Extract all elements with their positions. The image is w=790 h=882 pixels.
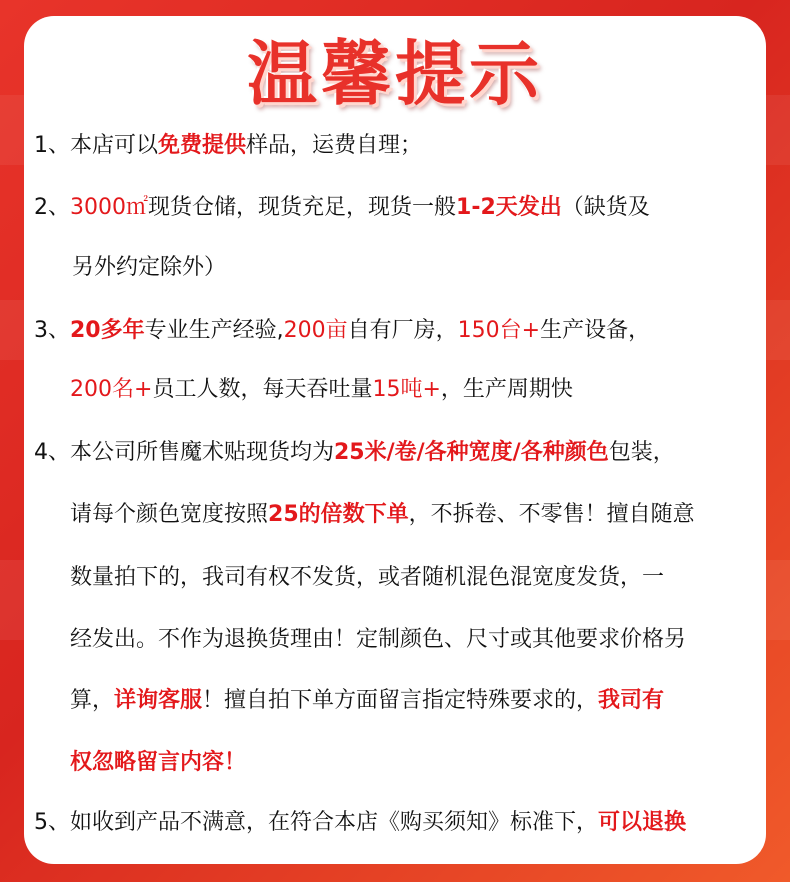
notice-highlight-text: 3000㎡: [70, 195, 148, 220]
notice-highlight-text: 权忽略留言内容！: [70, 750, 247, 775]
notice-text: 生产设备，: [540, 318, 651, 343]
notice-text: 3、: [34, 318, 70, 343]
notice-text: 专业生产经验,: [144, 318, 284, 343]
notice-line: [0, 558, 790, 598]
notice-text: 请每个颜色宽度按照: [70, 502, 269, 527]
notice-line: [0, 188, 790, 228]
notice-text: 员工人数，每天吞吐量: [152, 377, 373, 402]
notice-highlight-text: 我司有: [598, 688, 665, 713]
notice-highlight-text: 200名+: [70, 377, 153, 402]
notice-highlight-text: 200亩: [283, 318, 348, 343]
notice-line: [0, 126, 790, 166]
notice-highlight-text: 1-2天发出: [456, 195, 562, 220]
notice-line: [0, 803, 790, 843]
notice-highlight-text: 20多年: [70, 318, 145, 343]
notice-highlight-text: 150台+: [457, 318, 541, 343]
notice-text: 现货仓储，现货充足，现货一般: [148, 195, 457, 220]
notice-line: [0, 743, 790, 783]
notice-line: [0, 311, 790, 351]
notice-text: 算，: [70, 688, 115, 713]
notice-text: ！擅自拍下单方面留言指定特殊要求的，: [202, 688, 599, 713]
notice-text: 4、本公司所售魔术贴现货均为: [34, 440, 334, 465]
notice-text: 自有厂房，: [347, 318, 458, 343]
notice-highlight-text: 详询客服: [114, 688, 203, 713]
notice-line: [0, 495, 790, 535]
notice-text: 1、本店可以: [34, 133, 158, 158]
notice-text: ，不拆卷、不零售！擅自随意: [408, 502, 695, 527]
notice-highlight-text: 15吨+: [372, 377, 441, 402]
notice-line: [0, 620, 790, 660]
notice-highlight-text: 25米/卷/各种宽度/各种颜色: [334, 440, 609, 465]
notice-text: （缺货及: [561, 195, 650, 220]
notice-text: ，生产周期快: [440, 377, 573, 402]
notice-highlight-text: 25的倍数下单: [268, 502, 409, 527]
notice-text: 经发出。不作为退换货理由！定制颜色、尺寸或其他要求价格另: [70, 627, 687, 652]
notice-line: [0, 370, 790, 410]
notice-text: 包装，: [608, 440, 675, 465]
notice-text: 2、: [34, 195, 70, 220]
notice-line: [0, 433, 790, 473]
notice-line: [0, 681, 790, 721]
notice-text: 样品，运费自理；: [246, 133, 423, 158]
notice-text: 数量拍下的，我司有权不发货，或者随机混色混宽度发货，一: [70, 565, 665, 590]
notice-title: 温馨提示: [247, 33, 543, 115]
notice-text: 5、如收到产品不满意，在符合本店《购买须知》标准下，: [34, 810, 598, 835]
notice-text: 另外约定除外）: [72, 255, 227, 280]
notice-line: [0, 248, 790, 288]
notice-highlight-text: 可以退换: [598, 810, 687, 835]
notice-highlight-text: 免费提供: [158, 133, 247, 158]
